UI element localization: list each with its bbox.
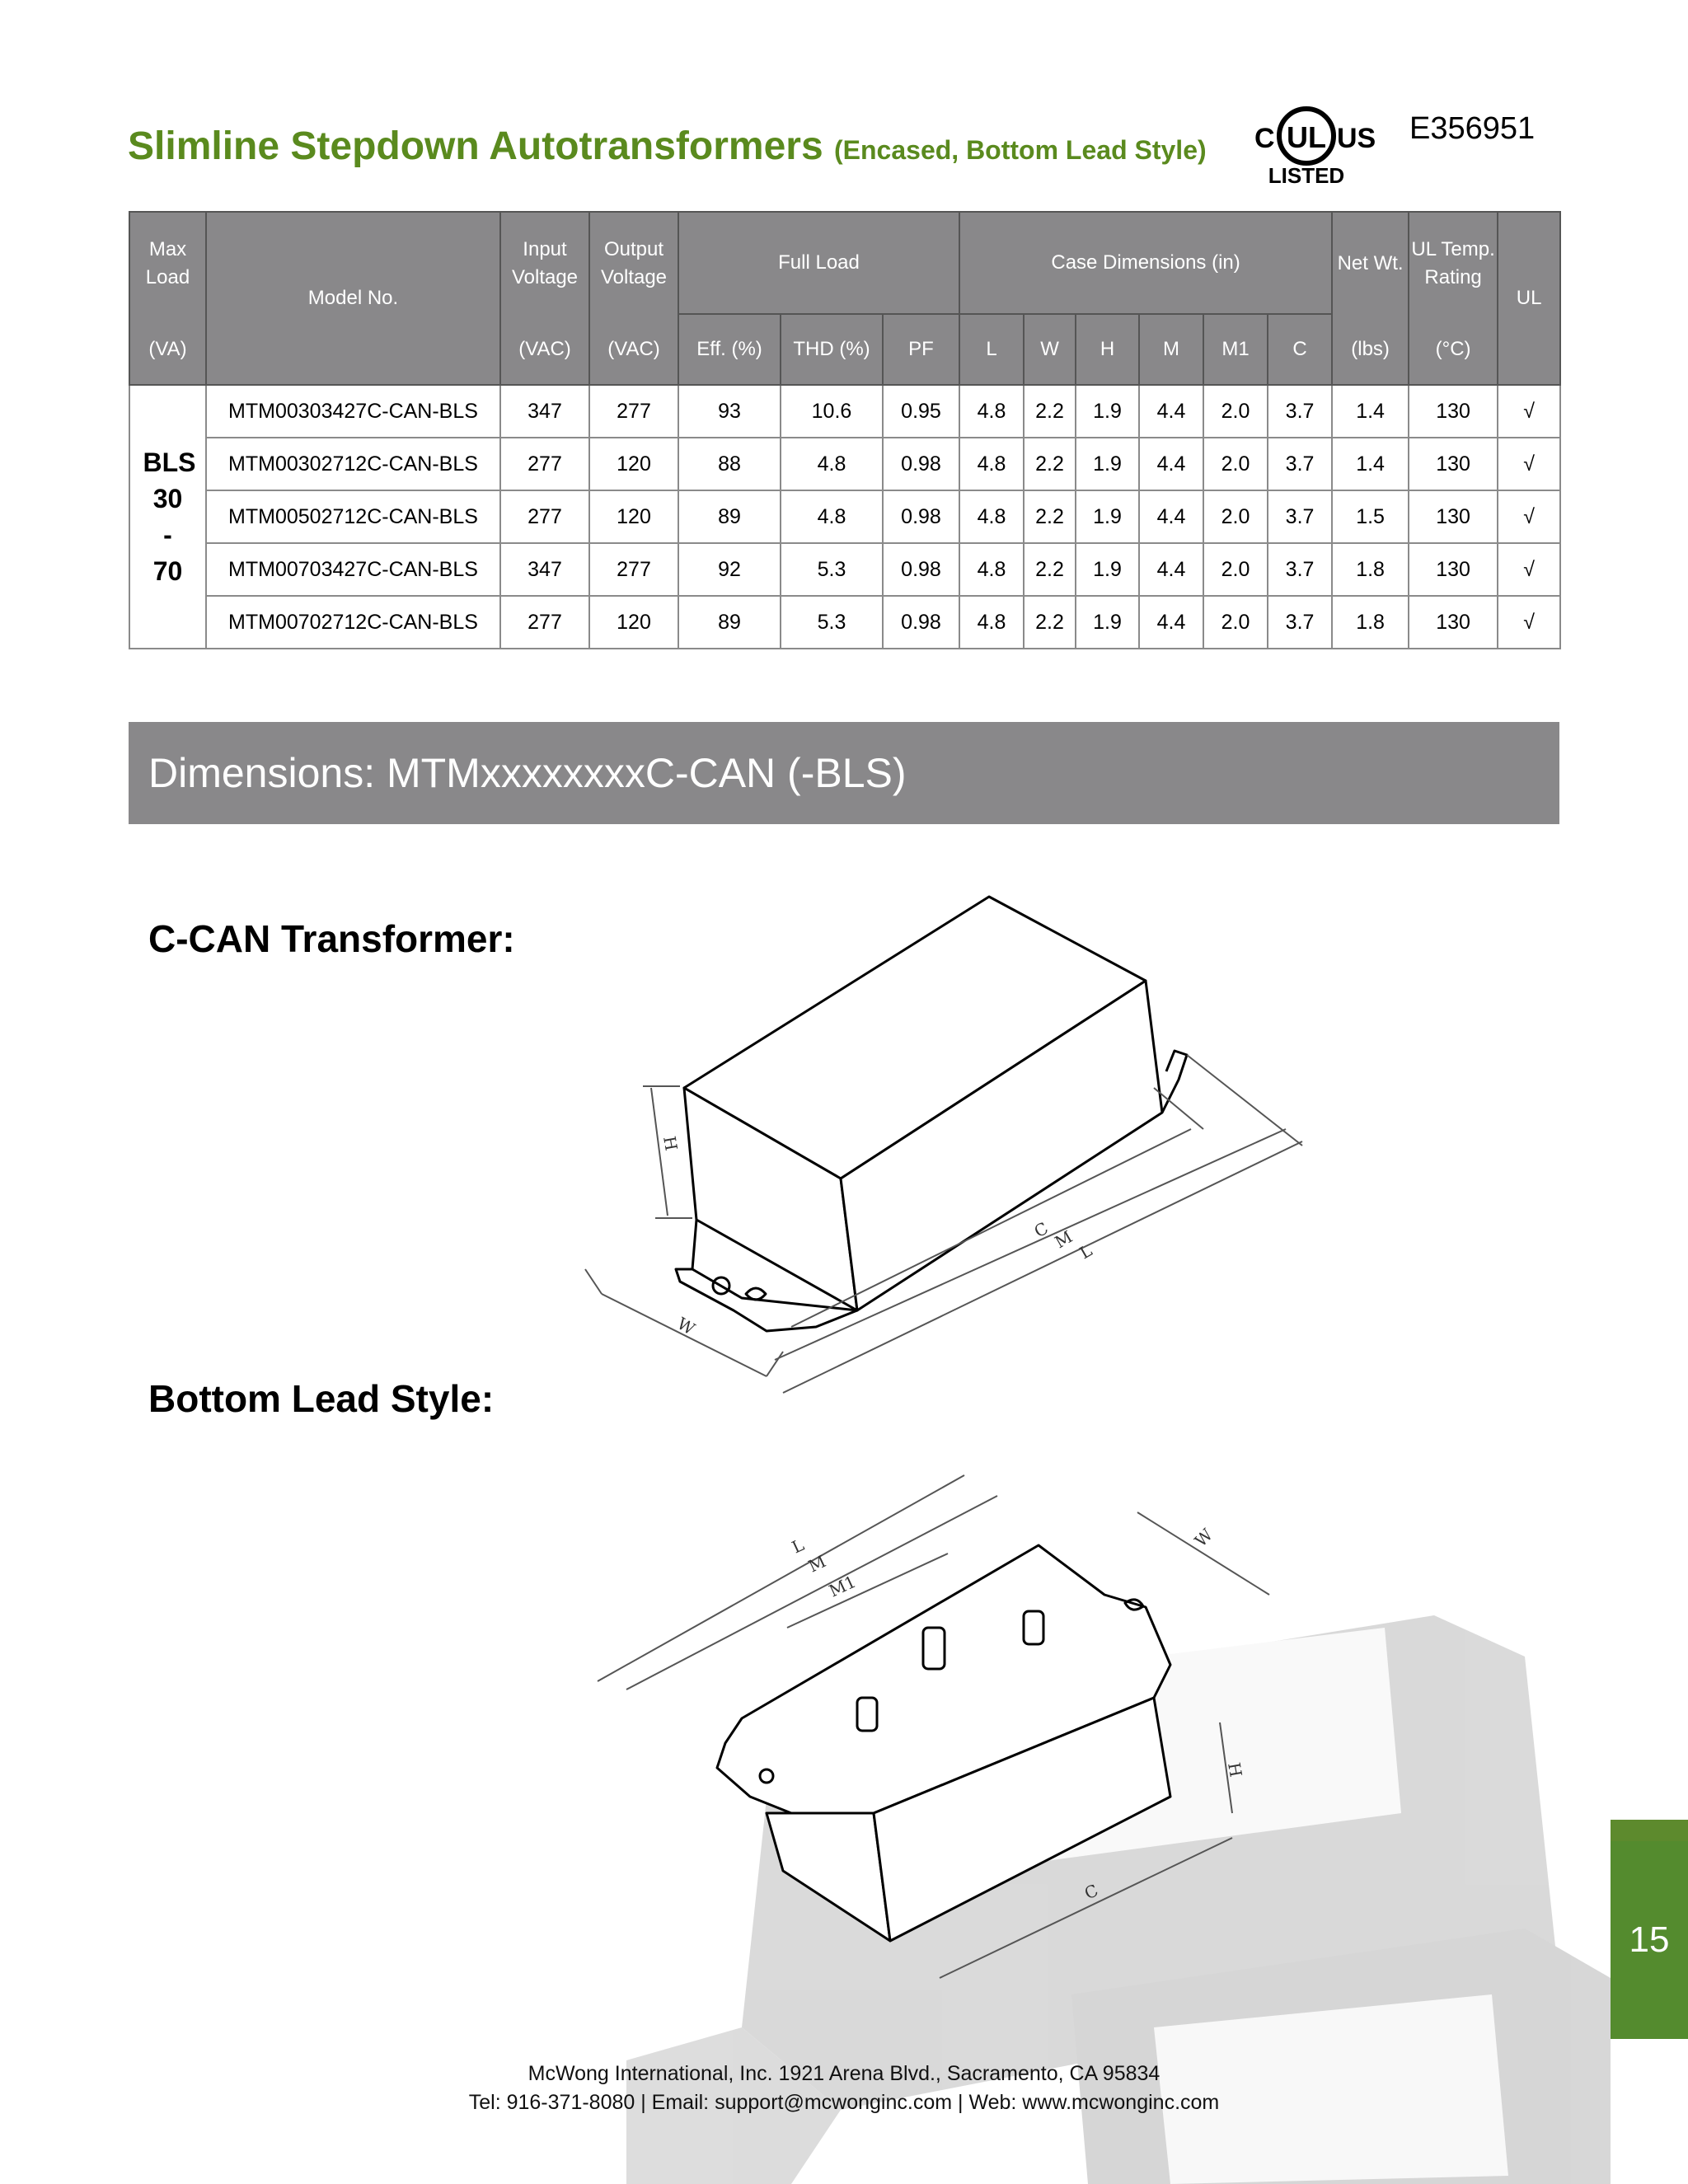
dimensions-banner: Dimensions: MTMxxxxxxxxC-CAN (-BLS) <box>129 722 1559 824</box>
header-dim-l: L <box>959 314 1024 385</box>
ul-listed-logo <box>1236 103 1376 185</box>
blead-label-h: H <box>1224 1760 1246 1779</box>
cell-l: 4.8 <box>959 438 1024 490</box>
spec-table <box>129 211 1561 649</box>
cell-ul: √ <box>1498 543 1560 596</box>
cell-m: 4.4 <box>1139 490 1203 543</box>
title-subtitle: (Encased, Bottom Lead Style) <box>834 135 1207 165</box>
ul-logo-right: US <box>1337 123 1376 154</box>
header-full-load: Full Load <box>678 212 959 314</box>
cell-w: 2.2 <box>1024 596 1076 649</box>
cell-wt: 1.4 <box>1332 438 1409 490</box>
header-net-wt-unit: (lbs) <box>1332 314 1409 385</box>
header-eff: Eff. (%) <box>678 314 781 385</box>
ccan-label-h: H <box>659 1134 682 1153</box>
bottom-lead-drawing <box>577 1451 1286 1994</box>
cell-ul: √ <box>1498 596 1560 649</box>
blead-label-l: L <box>788 1535 808 1558</box>
section-ccan-label: C-CAN Transformer: <box>148 917 515 960</box>
blead-label-m: M <box>804 1551 829 1577</box>
cell-m: 4.4 <box>1139 543 1203 596</box>
cell-ul: √ <box>1498 490 1560 543</box>
cell-output: 277 <box>589 543 678 596</box>
header-ul-temp-unit: (°C) <box>1409 314 1498 385</box>
cell-eff: 89 <box>678 490 781 543</box>
header-dim-w: W <box>1024 314 1076 385</box>
header-ul-temp: UL Temp. Rating <box>1409 212 1498 314</box>
cell-m1: 2.0 <box>1203 490 1268 543</box>
page-number-tab: 15 <box>1611 1820 1688 2039</box>
cell-l: 4.8 <box>959 490 1024 543</box>
blead-label-m1: M1 <box>825 1571 860 1601</box>
cell-temp: 130 <box>1409 596 1498 649</box>
header-input-unit: (VAC) <box>500 314 589 385</box>
cell-eff: 89 <box>678 596 781 649</box>
cell-l: 4.8 <box>959 543 1024 596</box>
cell-c: 3.7 <box>1268 596 1332 649</box>
cell-w: 2.2 <box>1024 543 1076 596</box>
ccan-label-c: C <box>1030 1217 1052 1242</box>
cell-pf: 0.98 <box>883 596 959 649</box>
cell-thd: 5.3 <box>781 596 883 649</box>
cell-model: MTM00303427C-CAN-BLS <box>206 385 500 438</box>
table-row <box>129 543 1560 596</box>
cell-model: MTM00302712C-CAN-BLS <box>206 438 500 490</box>
ccan-label-m: M <box>1051 1226 1076 1253</box>
header-output-voltage: Output Voltage <box>589 212 678 314</box>
header-ul: UL <box>1498 212 1560 385</box>
cell-ul: √ <box>1498 385 1560 438</box>
cell-m1: 2.0 <box>1203 543 1268 596</box>
cell-w: 2.2 <box>1024 490 1076 543</box>
cell-model: MTM00502712C-CAN-BLS <box>206 490 500 543</box>
cell-c: 3.7 <box>1268 543 1332 596</box>
header-net-wt: Net Wt. <box>1332 212 1409 314</box>
header-dim-m: M <box>1139 314 1203 385</box>
cell-temp: 130 <box>1409 490 1498 543</box>
cell-eff: 92 <box>678 543 781 596</box>
cell-pf: 0.98 <box>883 543 959 596</box>
header-dim-h: H <box>1076 314 1139 385</box>
cell-wt: 1.8 <box>1332 543 1409 596</box>
cell-w: 2.2 <box>1024 438 1076 490</box>
header-input-voltage: Input Voltage <box>500 212 589 314</box>
blead-label-c: C <box>1081 1880 1101 1904</box>
ccan-transformer-drawing <box>577 882 1319 1409</box>
cell-l: 4.8 <box>959 385 1024 438</box>
cell-h: 1.9 <box>1076 596 1139 649</box>
header-max-load-unit: (VA) <box>129 314 206 385</box>
group-label-cell <box>129 385 206 649</box>
cell-wt: 1.4 <box>1332 385 1409 438</box>
cell-thd: 5.3 <box>781 543 883 596</box>
cell-pf: 0.98 <box>883 438 959 490</box>
cell-m: 4.4 <box>1139 438 1203 490</box>
header-dim-c: C <box>1268 314 1332 385</box>
certificate-number: E356951 <box>1409 111 1536 146</box>
cell-thd: 4.8 <box>781 438 883 490</box>
cell-model: MTM00703427C-CAN-BLS <box>206 543 500 596</box>
cell-pf: 0.95 <box>883 385 959 438</box>
cell-m1: 2.0 <box>1203 596 1268 649</box>
cell-pf: 0.98 <box>883 490 959 543</box>
table-row <box>129 438 1560 490</box>
cell-input: 347 <box>500 543 589 596</box>
cell-h: 1.9 <box>1076 543 1139 596</box>
cell-input: 277 <box>500 490 589 543</box>
cell-wt: 1.8 <box>1332 596 1409 649</box>
cell-output: 120 <box>589 438 678 490</box>
cell-temp: 130 <box>1409 543 1498 596</box>
page-title <box>128 124 1207 169</box>
header-model: Model No. <box>206 212 500 385</box>
header-pf: PF <box>883 314 959 385</box>
cell-input: 347 <box>500 385 589 438</box>
cell-m1: 2.0 <box>1203 438 1268 490</box>
header-case-dimensions: Case Dimensions (in) <box>959 212 1332 314</box>
cell-h: 1.9 <box>1076 490 1139 543</box>
cell-h: 1.9 <box>1076 438 1139 490</box>
cell-output: 120 <box>589 490 678 543</box>
footer-contact: Tel: 916-371-8080 | Email: support@mcwonginc.com | Web: www.mcwonginc.com <box>468 2091 1220 2114</box>
header-thd: THD (%) <box>781 314 883 385</box>
cell-wt: 1.5 <box>1332 490 1409 543</box>
cell-l: 4.8 <box>959 596 1024 649</box>
ccan-label-l: L <box>1076 1240 1096 1263</box>
cell-c: 3.7 <box>1268 385 1332 438</box>
cell-temp: 130 <box>1409 438 1498 490</box>
cell-c: 3.7 <box>1268 438 1332 490</box>
cell-input: 277 <box>500 596 589 649</box>
group-label: BLS 30 - 70 <box>143 448 196 586</box>
ul-logo-left: C <box>1254 123 1275 154</box>
blead-label-w: W <box>1190 1525 1217 1551</box>
ccan-label-w: W <box>673 1313 699 1339</box>
cell-w: 2.2 <box>1024 385 1076 438</box>
cell-input: 277 <box>500 438 589 490</box>
cell-model: MTM00702712C-CAN-BLS <box>206 596 500 649</box>
ul-logo-bottom: LISTED <box>1268 163 1345 185</box>
cell-ul: √ <box>1498 438 1560 490</box>
cell-eff: 88 <box>678 438 781 490</box>
cell-c: 3.7 <box>1268 490 1332 543</box>
header-max-load: Max Load <box>129 212 206 314</box>
title-main: Slimline Stepdown Autotransformers <box>128 124 823 168</box>
header-dim-m1: M1 <box>1203 314 1268 385</box>
cell-m: 4.4 <box>1139 596 1203 649</box>
section-bottom-lead-label: Bottom Lead Style: <box>148 1377 495 1420</box>
cell-eff: 93 <box>678 385 781 438</box>
ul-logo-center: UL <box>1287 120 1326 154</box>
cell-m1: 2.0 <box>1203 385 1268 438</box>
table-row <box>129 385 1560 438</box>
cell-thd: 10.6 <box>781 385 883 438</box>
cell-output: 277 <box>589 385 678 438</box>
cell-m: 4.4 <box>1139 385 1203 438</box>
cell-thd: 4.8 <box>781 490 883 543</box>
cell-h: 1.9 <box>1076 385 1139 438</box>
header-output-unit: (VAC) <box>589 314 678 385</box>
table-row <box>129 596 1560 649</box>
cell-temp: 130 <box>1409 385 1498 438</box>
table-row <box>129 490 1560 543</box>
cell-output: 120 <box>589 596 678 649</box>
footer-address: McWong International, Inc. 1921 Arena Blvd., Sacramento, CA 95834 <box>528 2062 1160 2085</box>
